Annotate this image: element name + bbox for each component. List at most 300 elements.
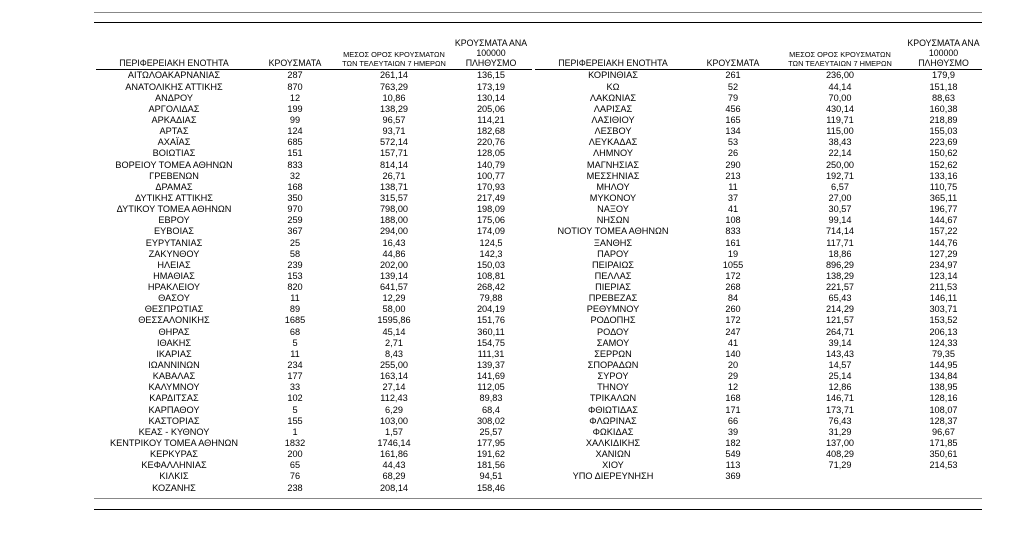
per100k-cell: 303,71	[929, 304, 958, 315]
avg7-cell: 315,57	[379, 192, 409, 203]
table-row	[535, 393, 982, 404]
region-cell: ΑΡΚΑΔΙΑΣ	[151, 114, 197, 125]
region-cell: ΖΑΚΥΝΘΟΥ	[148, 248, 200, 259]
table-row	[96, 449, 532, 460]
region-cell: ΒΟΡΕΙΟΥ ΤΟΜΕΑ ΑΘΗΝΩΝ	[115, 159, 233, 170]
cases-cell: 259	[287, 215, 303, 226]
cases-cell: 200	[287, 449, 303, 460]
table-row	[96, 126, 532, 137]
region-cell: ΚΑΣΤΟΡΙΑΣ	[148, 415, 200, 426]
avg7-cell: 65,43	[828, 293, 852, 304]
region-cell: ΛΑΣΙΘΙΟΥ	[591, 114, 635, 125]
per100k-cell: 214,53	[929, 460, 958, 471]
region-cell: ΧΑΝΙΩΝ	[595, 449, 631, 460]
region-cell: ΠΙΕΡΙΑΣ	[595, 282, 631, 293]
per100k-cell: 205,06	[476, 103, 506, 114]
per100k-cell: 79,35	[932, 348, 955, 359]
avg7-cell: 44,86	[382, 248, 406, 259]
per100k-cell: 68,4	[482, 404, 500, 415]
cases-cell: 870	[287, 81, 303, 92]
region-cell: ΘΑΣΟΥ	[158, 293, 190, 304]
cases-cell: 367	[287, 226, 303, 237]
avg7-cell: 70,00	[828, 92, 852, 103]
table-row	[535, 260, 982, 271]
table-row	[96, 349, 532, 360]
cases-cell: 124	[287, 126, 303, 137]
region-cell: ΤΗΝΟΥ	[597, 382, 629, 393]
region-cell: ΦΛΩΡΙΝΑΣ	[589, 415, 637, 426]
table-row	[535, 405, 982, 416]
avg7-cell: 192,71	[825, 170, 855, 181]
per100k-cell: 173,19	[476, 81, 506, 92]
avg7-cell: 814,14	[379, 159, 409, 170]
per100k-cell: 128,37	[929, 415, 958, 426]
region-cell: ΚΙΛΚΙΣ	[159, 471, 189, 482]
cases-cell: 151	[287, 148, 303, 159]
table-row	[96, 405, 532, 416]
table-row	[535, 293, 982, 304]
cases-cell: 5	[292, 337, 298, 348]
cases-cell: 11	[290, 348, 300, 359]
avg7-cell: 202,00	[379, 259, 409, 270]
avg7-cell: 430,14	[825, 103, 855, 114]
avg7-cell: 139,14	[379, 270, 409, 281]
cases-cell: 39	[727, 426, 739, 437]
header-cases: ΚΡΟΥΣΜΑΤΑ	[691, 38, 775, 70]
per100k-cell: 218,89	[929, 114, 958, 125]
per100k-cell: 108,07	[929, 404, 958, 415]
avg7-cell: 12,86	[828, 382, 852, 393]
region-cell: ΧΑΛΚΙΔΙΚΗΣ	[585, 438, 641, 449]
avg7-cell: 896,29	[825, 259, 855, 270]
cases-cell: 76	[289, 471, 301, 482]
avg7-cell: 45,14	[382, 326, 406, 337]
table-row	[535, 349, 982, 360]
avg7-cell: 138,29	[825, 270, 855, 281]
region-cell: ΚΕΝΤΡΙΚΟΥ ΤΟΜΕΑ ΑΘΗΝΩΝ	[109, 438, 239, 449]
cases-cell: 134	[725, 126, 741, 137]
table-row	[535, 148, 982, 159]
per100k-cell: 170,93	[476, 181, 506, 192]
avg7-cell: 38,43	[828, 137, 852, 148]
per100k-cell: 174,09	[476, 226, 506, 237]
avg7-cell: 137,00	[825, 438, 855, 449]
per100k-cell: 158,46	[476, 482, 506, 493]
region-cell: ΘΗΡΑΣ	[158, 326, 190, 337]
avg7-cell: 255,00	[379, 360, 409, 371]
cases-cell: 108	[725, 215, 741, 226]
right-table-body	[535, 70, 982, 483]
per100k-cell: 220,76	[476, 137, 506, 148]
table-row	[535, 371, 982, 382]
per100k-cell: 139,37	[476, 360, 506, 371]
region-cell: ΝΗΣΩΝ	[596, 215, 630, 226]
region-cell: ΧΙΟΥ	[602, 460, 624, 471]
table-row	[96, 171, 532, 182]
region-cell: ΘΕΣΠΡΩΤΙΑΣ	[144, 304, 204, 315]
cases-cell: 833	[725, 226, 741, 237]
cases-cell: 1685	[284, 315, 306, 326]
per100k-cell: 25,57	[479, 426, 503, 437]
region-cell: ΛΕΣΒΟΥ	[594, 126, 632, 137]
per100k-cell: 144,67	[929, 215, 958, 226]
avg7-cell: 138,29	[379, 103, 409, 114]
cases-cell: 239	[287, 259, 303, 270]
cases-cell: 172	[725, 315, 741, 326]
avg7-cell: 10,86	[382, 92, 406, 103]
region-cell: ΝΟΤΙΟΥ ΤΟΜΕΑ ΑΘΗΝΩΝ	[557, 226, 669, 237]
table-row	[96, 483, 532, 494]
header-avg7	[775, 38, 905, 70]
region-cell: ΠΕΙΡΑΙΩΣ	[592, 259, 634, 270]
table-row	[96, 338, 532, 349]
cases-cell: 84	[727, 293, 739, 304]
table-row	[96, 460, 532, 471]
avg7-cell: 44,14	[828, 81, 852, 92]
per100k-cell: 142,3	[479, 248, 503, 259]
table-row	[96, 360, 532, 371]
per100k-cell: 110,75	[929, 181, 958, 192]
table-row	[535, 104, 982, 115]
table-row	[535, 338, 982, 349]
per100k-cell: 198,09	[476, 204, 506, 215]
table-row	[535, 315, 982, 326]
region-cell: ΠΑΡΟΥ	[597, 248, 629, 259]
per100k-cell: 150,03	[476, 259, 506, 270]
region-cell: ΣΑΜΟΥ	[596, 337, 630, 348]
avg7-cell: 115,00	[826, 126, 854, 137]
per100k-cell: 157,22	[929, 226, 958, 237]
table-row	[96, 226, 532, 237]
avg7-cell: 58,00	[382, 304, 406, 315]
cases-cell: 26	[727, 148, 739, 159]
cases-cell: 99	[289, 114, 301, 125]
cases-cell: 65	[289, 460, 301, 471]
avg7-cell: 208,14	[379, 482, 409, 493]
avg7-cell: 39,14	[828, 337, 852, 348]
avg7-cell: 121,57	[825, 315, 855, 326]
avg7-cell: 8,43	[385, 348, 403, 359]
cases-cell: 68	[289, 326, 301, 337]
table-row	[535, 416, 982, 427]
per100k-cell: 94,51	[479, 471, 503, 482]
avg7-cell: 68,29	[382, 471, 406, 482]
top-rule-thin	[94, 12, 982, 13]
cases-cell: 11	[728, 181, 738, 192]
cases-cell: 685	[287, 137, 303, 148]
avg7-cell: 16,43	[382, 237, 406, 248]
per100k-cell: 268,42	[476, 282, 506, 293]
per100k-cell: 128,05	[476, 148, 506, 159]
avg7-cell: 146,71	[825, 393, 855, 404]
header-avg7-line1: ΜΕΣΟΣ ΟΡΟΣ ΚΡΟΥΣΜΑΤΩΝ	[789, 50, 891, 60]
table-row	[96, 93, 532, 104]
cases-cell: 350	[287, 192, 303, 203]
cases-cell: 52	[727, 81, 739, 92]
cases-cell: 25	[289, 237, 301, 248]
per100k-cell: 151,18	[929, 81, 958, 92]
region-cell: ΦΩΚΙΔΑΣ	[592, 426, 634, 437]
region-cell: ΜΥΚΟΝΟΥ	[589, 192, 637, 203]
table-row	[535, 360, 982, 371]
per100k-cell: 123,14	[929, 270, 958, 281]
cases-cell: 247	[725, 326, 741, 337]
per100k-cell: 182,68	[476, 126, 506, 137]
avg7-cell: 161,86	[379, 449, 409, 460]
avg7-cell: 112,43	[380, 393, 408, 404]
cases-cell: 238	[287, 482, 303, 493]
header-per100k	[450, 38, 532, 70]
per100k-cell: 124,5	[479, 237, 503, 248]
per100k-cell: 206,13	[929, 326, 958, 337]
per100k-cell: 108,81	[476, 270, 506, 281]
cases-cell: 234	[287, 360, 303, 371]
region-cell: ΕΥΡΥΤΑΝΙΑΣ	[145, 237, 203, 248]
cases-cell: 29	[727, 371, 739, 382]
per100k-cell: 133,16	[929, 170, 958, 181]
avg7-cell: 294,00	[379, 226, 409, 237]
avg7-cell: 103,00	[379, 415, 409, 426]
region-cell: ΚΟΖΑΝΗΣ	[152, 482, 196, 493]
avg7-cell: 1746,14	[377, 438, 411, 449]
region-cell: ΕΥΒΟΙΑΣ	[154, 226, 194, 237]
cases-cell: 20	[727, 360, 739, 371]
avg7-cell: 1595,86	[377, 315, 411, 326]
region-cell: ΚΑΛΥΜΝΟΥ	[148, 382, 200, 393]
table-row	[535, 93, 982, 104]
region-cell: ΑΙΤΩΛΟΑΚΑΡΝΑΝΙΑΣ	[127, 70, 221, 81]
per100k-cell: 308,02	[476, 415, 506, 426]
per100k-cell: 100,77	[476, 170, 506, 181]
region-cell: ΛΕΥΚΑΔΑΣ	[588, 137, 638, 148]
table-row	[535, 282, 982, 293]
region-cell: ΠΡΕΒΕΖΑΣ	[588, 293, 638, 304]
cases-cell: 177	[287, 371, 303, 382]
region-cell: ΜΕΣΣΗΝΙΑΣ	[586, 170, 640, 181]
cases-cell: 369	[725, 471, 741, 482]
region-cell: ΚΑΡΠΑΘΟΥ	[148, 404, 200, 415]
cases-cell: 12	[727, 382, 739, 393]
top-rule	[94, 22, 982, 23]
cases-cell: 833	[287, 159, 303, 170]
header-avg7-line2: ΤΩΝ ΤΕΛΕΥΤΑΙΩΝ 7 ΗΜΕΡΩΝ	[788, 58, 892, 68]
cases-cell: 1055	[722, 259, 744, 270]
table-row	[96, 293, 532, 304]
table-row	[535, 427, 982, 438]
cases-cell: 172	[725, 270, 741, 281]
region-cell: ΓΡΕΒΕΝΩΝ	[149, 170, 199, 181]
avg7-cell: 2,71	[385, 337, 403, 348]
avg7-cell: 572,14	[379, 137, 409, 148]
per100k-cell: 127,29	[929, 248, 958, 259]
per100k-cell: 155,03	[929, 126, 958, 137]
per100k-cell: 146,11	[929, 293, 958, 304]
table-row	[96, 260, 532, 271]
region-cell: ΛΑΡΙΣΑΣ	[593, 103, 633, 114]
table-row	[535, 70, 982, 82]
avg7-cell: 221,57	[825, 282, 855, 293]
table-row	[96, 70, 532, 82]
table-row	[535, 115, 982, 126]
header-per100k	[905, 38, 982, 70]
table-row	[535, 382, 982, 393]
avg7-cell: 714,14	[825, 226, 855, 237]
per100k-cell: 111,31	[477, 348, 505, 359]
per100k-cell: 160,38	[929, 103, 958, 114]
avg7-cell: 763,29	[379, 81, 409, 92]
avg7-cell: 261,14	[379, 70, 409, 81]
avg7-cell: 798,00	[379, 204, 409, 215]
table-row	[96, 193, 532, 204]
avg7-cell: 71,29	[828, 460, 852, 471]
region-cell: ΙΩΑΝΝΙΝΩΝ	[148, 360, 200, 371]
table-row	[535, 193, 982, 204]
per100k-cell: 96,67	[932, 426, 955, 437]
avg7-cell: 22,14	[828, 148, 852, 159]
per100k-cell: 175,06	[476, 215, 506, 226]
region-cell: ΗΛΕΙΑΣ	[157, 259, 191, 270]
per100k-cell: 152,62	[929, 159, 958, 170]
region-cell: ΙΘΑΚΗΣ	[156, 337, 192, 348]
region-cell: ΚΕΡΚΥΡΑΣ	[150, 449, 198, 460]
cases-cell: 11	[290, 293, 300, 304]
cases-cell: 12	[289, 92, 301, 103]
header-avg7	[338, 38, 450, 70]
table-row	[96, 327, 532, 338]
table-row	[96, 104, 532, 115]
cases-cell: 41	[727, 337, 739, 348]
header-per100k-line2: ΠΛΗΘΥΣΜΟ	[918, 58, 969, 69]
table-row	[96, 215, 532, 226]
header-row	[535, 38, 982, 70]
avg7-cell: 250,00	[825, 159, 855, 170]
cases-cell: 140	[725, 348, 741, 359]
per100k-cell: 140,79	[476, 159, 506, 170]
cases-cell: 287	[287, 70, 303, 81]
header-avg7-line1: ΜΕΣΟΣ ΟΡΟΣ ΚΡΟΥΣΜΑΤΩΝ	[343, 50, 445, 60]
region-cell: ΗΜΑΘΙΑΣ	[153, 270, 195, 281]
header-per100k-line1: ΚΡΟΥΣΜΑΤΑ ΑΝΑ 100000	[907, 38, 980, 59]
table-row	[535, 215, 982, 226]
region-cell: ΚΕΑΣ - ΚΥΘΝΟΥ	[138, 426, 210, 437]
cases-cell: 58	[289, 248, 301, 259]
per100k-cell: 171,85	[929, 438, 958, 449]
per100k-cell: 150,62	[929, 148, 958, 159]
cases-cell: 182	[725, 438, 741, 449]
cases-cell: 161	[725, 237, 741, 248]
cases-cell: 53	[727, 137, 739, 148]
table-row	[535, 171, 982, 182]
region-cell: ΚΩ	[606, 81, 620, 92]
per100k-cell: 130,14	[476, 92, 506, 103]
table-row	[535, 249, 982, 260]
avg7-cell: 119,71	[826, 114, 854, 125]
header-region: ΠΕΡΙΦΕΡΕΙΑΚΗ ΕΝΟΤΗΤΑ	[535, 38, 691, 70]
header-avg7-line2: ΤΩΝ ΤΕΛΕΥΤΑΙΩΝ 7 ΗΜΕΡΩΝ	[342, 58, 446, 68]
avg7-cell: 6,57	[831, 181, 849, 192]
avg7-cell: 26,71	[382, 170, 406, 181]
region-cell: ΚΟΡΙΝΘΙΑΣ	[588, 70, 638, 81]
table-row	[96, 249, 532, 260]
cases-cell: 199	[287, 103, 303, 114]
per100k-cell: 211,53	[929, 282, 958, 293]
bottom-rule	[94, 509, 982, 510]
cases-cell: 261	[725, 70, 741, 81]
per100k-cell: 138,95	[929, 382, 958, 393]
avg7-cell: 12,29	[382, 293, 406, 304]
per100k-cell: 204,19	[476, 304, 506, 315]
table-row	[96, 137, 532, 148]
avg7-cell: 163,14	[379, 371, 409, 382]
avg7-cell	[775, 471, 905, 482]
avg7-cell: 173,71	[825, 404, 855, 415]
avg7-cell: 27,14	[382, 382, 406, 393]
avg7-cell: 143,43	[825, 348, 855, 359]
table-row	[535, 126, 982, 137]
region-cell: ΚΕΦΑΛΛΗΝΙΑΣ	[141, 460, 207, 471]
avg7-cell: 25,14	[828, 371, 852, 382]
avg7-cell: 31,29	[828, 426, 852, 437]
cases-cell: 1832	[284, 438, 306, 449]
table-row	[535, 182, 982, 193]
region-cell: ΦΘΙΩΤΙΔΑΣ	[587, 404, 638, 415]
avg7-cell: 408,29	[825, 449, 855, 460]
cases-cell: 268	[725, 282, 741, 293]
table-row	[96, 382, 532, 393]
region-cell: ΜΗΛΟΥ	[596, 181, 630, 192]
region-cell: ΛΑΚΩΝΙΑΣ	[589, 92, 637, 103]
cases-cell: 5	[292, 404, 298, 415]
region-cell: ΡΟΔΟΠΗΣ	[590, 315, 636, 326]
avg7-cell: 44,43	[382, 460, 406, 471]
header-per100k-line2: ΠΛΗΘΥΣΜΟ	[465, 58, 517, 69]
table-row	[535, 460, 982, 471]
region-cell: ΑΝΔΡΟΥ	[154, 92, 193, 103]
cases-cell: 820	[287, 282, 303, 293]
table-row	[96, 159, 532, 170]
avg7-cell: 157,71	[379, 148, 409, 159]
table-row	[96, 416, 532, 427]
region-cell: ΘΕΣΣΑΛΟΝΙΚΗΣ	[138, 315, 210, 326]
region-cell: ΝΑΞΟΥ	[597, 204, 629, 215]
per100k-cell: 114,21	[477, 114, 505, 125]
table-row	[535, 327, 982, 338]
header-cases: ΚΡΟΥΣΜΑΤΑ	[252, 38, 338, 70]
table-row	[535, 237, 982, 248]
right-cases-table	[535, 38, 982, 483]
cases-cell: 260	[725, 304, 741, 315]
cases-cell: 171	[725, 404, 741, 415]
cases-cell: 165	[725, 114, 741, 125]
avg7-cell: 14,57	[828, 360, 852, 371]
region-cell: ΙΚΑΡΙΑΣ	[156, 348, 192, 359]
per100k-cell: 154,75	[476, 337, 506, 348]
table-row	[535, 471, 982, 482]
per100k-cell: 89,83	[479, 393, 503, 404]
per100k-cell: 144,76	[929, 237, 958, 248]
region-cell: ΞΑΝΘΗΣ	[593, 237, 633, 248]
avg7-cell: 18,86	[828, 248, 852, 259]
region-cell: ΗΡΑΚΛΕΙΟΥ	[147, 282, 201, 293]
region-cell: ΚΑΡΔΙΤΣΑΣ	[149, 393, 199, 404]
left-table-body	[96, 70, 532, 494]
table-row	[535, 271, 982, 282]
per100k-cell: 217,49	[476, 192, 506, 203]
table-row	[96, 371, 532, 382]
per100k-cell: 191,62	[476, 449, 506, 460]
region-cell: ΠΕΛΛΑΣ	[594, 270, 632, 281]
avg7-cell: 138,71	[379, 181, 409, 192]
